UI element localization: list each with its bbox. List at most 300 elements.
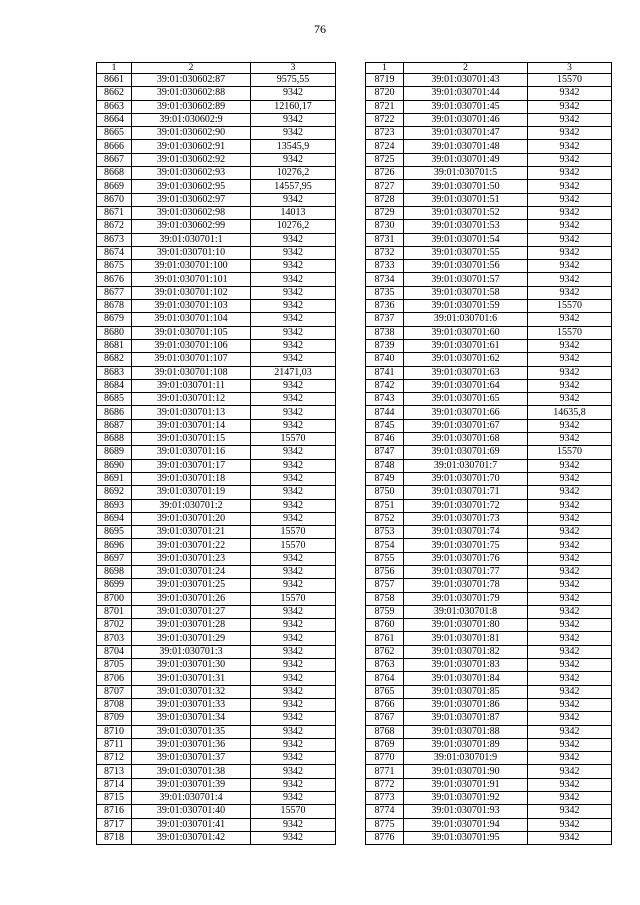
row-number-cell: 8690 [97, 459, 132, 472]
value-cell: 15570 [251, 805, 336, 818]
table-row [97, 379, 336, 392]
table-row [97, 300, 336, 313]
value-cell: 15570 [251, 433, 336, 446]
value-cell: 9342 [251, 792, 336, 805]
cadastral-number-cell: 39:01:030701:9 [404, 752, 528, 765]
table-row [97, 113, 336, 126]
cadastral-number-cell: 39:01:030701:36 [132, 738, 251, 751]
cadastral-number-cell: 39:01:030701:103 [132, 300, 251, 313]
row-number-cell: 8739 [366, 339, 404, 352]
table-row [366, 685, 612, 698]
table-row [97, 685, 336, 698]
cadastral-number-cell: 39:01:030701:106 [132, 339, 251, 352]
table-row [366, 419, 612, 432]
cadastral-number-cell: 39:01:030701:42 [132, 831, 251, 844]
table-row [366, 778, 612, 791]
cadastral-number-cell: 39:01:030701:47 [404, 127, 528, 140]
cadastral-number-cell: 39:01:030701:73 [404, 512, 528, 525]
value-cell: 15570 [528, 74, 612, 87]
table-row [97, 738, 336, 751]
table-row [97, 778, 336, 791]
value-cell: 9342 [251, 765, 336, 778]
row-number-cell: 8718 [97, 831, 132, 844]
table-row [366, 765, 612, 778]
row-number-cell: 8774 [366, 805, 404, 818]
value-cell: 9342 [528, 605, 612, 618]
value-cell: 9342 [528, 526, 612, 539]
table-header-row [366, 63, 612, 74]
row-number-cell: 8691 [97, 472, 132, 485]
row-number-cell: 8672 [97, 220, 132, 233]
value-cell: 9342 [528, 645, 612, 658]
value-cell: 9342 [528, 206, 612, 219]
cadastral-number-cell: 39:01:030701:67 [404, 419, 528, 432]
value-cell: 9342 [251, 725, 336, 738]
table-row [97, 313, 336, 326]
row-number-cell: 8682 [97, 353, 132, 366]
table-row [366, 592, 612, 605]
value-cell: 9342 [251, 685, 336, 698]
table-header-row [97, 63, 336, 74]
value-cell: 9342 [528, 579, 612, 592]
cadastral-number-cell: 39:01:030701:51 [404, 193, 528, 206]
row-number-cell: 8670 [97, 193, 132, 206]
row-number-cell: 8727 [366, 180, 404, 193]
cadastral-number-cell: 39:01:030701:74 [404, 526, 528, 539]
row-number-cell: 8687 [97, 419, 132, 432]
row-number-cell: 8734 [366, 273, 404, 286]
right-table [365, 62, 612, 845]
value-cell: 9342 [528, 220, 612, 233]
value-cell: 9342 [528, 619, 612, 632]
table-row [366, 100, 612, 113]
row-number-cell: 8758 [366, 592, 404, 605]
table-row [97, 326, 336, 339]
cadastral-number-cell: 39:01:030701:1 [132, 233, 251, 246]
row-number-cell: 8661 [97, 74, 132, 87]
value-cell: 9342 [251, 393, 336, 406]
value-cell: 9342 [528, 260, 612, 273]
cadastral-number-cell: 39:01:030701:38 [132, 765, 251, 778]
row-number-cell: 8735 [366, 286, 404, 299]
row-number-cell: 8737 [366, 313, 404, 326]
cadastral-number-cell: 39:01:030602:95 [132, 180, 251, 193]
row-number-cell: 8706 [97, 672, 132, 685]
table-row [97, 579, 336, 592]
table-row [366, 300, 612, 313]
row-number-cell: 8678 [97, 300, 132, 313]
row-number-cell: 8755 [366, 552, 404, 565]
table-row [97, 792, 336, 805]
cadastral-number-cell: 39:01:030602:97 [132, 193, 251, 206]
value-cell: 15570 [251, 526, 336, 539]
cadastral-number-cell: 39:01:030701:104 [132, 313, 251, 326]
table-row [97, 74, 336, 87]
cadastral-number-cell: 39:01:030701:69 [404, 446, 528, 459]
table-row [97, 193, 336, 206]
table-row [366, 712, 612, 725]
cadastral-number-cell: 39:01:030701:40 [132, 805, 251, 818]
cadastral-number-cell: 39:01:030701:85 [404, 685, 528, 698]
value-cell: 15570 [528, 326, 612, 339]
cadastral-number-cell: 39:01:030701:54 [404, 233, 528, 246]
value-cell: 9342 [251, 632, 336, 645]
cadastral-number-cell: 39:01:030701:55 [404, 246, 528, 259]
value-cell: 9342 [251, 419, 336, 432]
value-cell: 14635,8 [528, 406, 612, 419]
value-cell: 12160,17 [251, 100, 336, 113]
table-row [97, 565, 336, 578]
column-header: 3 [251, 63, 336, 74]
value-cell: 10276,2 [251, 220, 336, 233]
table-row [97, 592, 336, 605]
cadastral-number-cell: 39:01:030701:78 [404, 579, 528, 592]
value-cell: 9342 [251, 712, 336, 725]
cadastral-number-cell: 39:01:030701:93 [404, 805, 528, 818]
table-row [97, 539, 336, 552]
table-row [97, 805, 336, 818]
cadastral-number-cell: 39:01:030701:32 [132, 685, 251, 698]
value-cell: 9342 [251, 406, 336, 419]
row-number-cell: 8748 [366, 459, 404, 472]
row-number-cell: 8723 [366, 127, 404, 140]
value-cell: 9342 [251, 273, 336, 286]
value-cell: 9342 [251, 353, 336, 366]
table-row [97, 472, 336, 485]
value-cell: 14013 [251, 206, 336, 219]
table-row [366, 499, 612, 512]
row-number-cell: 8699 [97, 579, 132, 592]
table-row [366, 233, 612, 246]
table-row [97, 752, 336, 765]
row-number-cell: 8698 [97, 565, 132, 578]
table-row [366, 339, 612, 352]
cadastral-number-cell: 39:01:030701:29 [132, 632, 251, 645]
row-number-cell: 8776 [366, 831, 404, 844]
table-row [97, 659, 336, 672]
column-header: 1 [97, 63, 132, 74]
table-row [366, 526, 612, 539]
table-row [366, 805, 612, 818]
table-row [97, 499, 336, 512]
cadastral-number-cell: 39:01:030701:39 [132, 778, 251, 791]
row-number-cell: 8740 [366, 353, 404, 366]
value-cell: 9342 [251, 818, 336, 831]
value-cell: 9342 [251, 672, 336, 685]
cadastral-number-cell: 39:01:030701:70 [404, 472, 528, 485]
table-row [97, 552, 336, 565]
row-number-cell: 8752 [366, 512, 404, 525]
value-cell: 13545,9 [251, 140, 336, 153]
value-cell: 9342 [528, 127, 612, 140]
row-number-cell: 8726 [366, 167, 404, 180]
row-number-cell: 8693 [97, 499, 132, 512]
left-table-body [97, 63, 336, 845]
cadastral-number-cell: 39:01:030701:81 [404, 632, 528, 645]
row-number-cell: 8764 [366, 672, 404, 685]
table-row [366, 738, 612, 751]
table-row [366, 486, 612, 499]
row-number-cell: 8731 [366, 233, 404, 246]
cadastral-number-cell: 39:01:030701:80 [404, 619, 528, 632]
value-cell: 9342 [251, 326, 336, 339]
table-row [366, 180, 612, 193]
table-row [97, 220, 336, 233]
cadastral-number-cell: 39:01:030701:28 [132, 619, 251, 632]
row-number-cell: 8746 [366, 433, 404, 446]
cadastral-number-cell: 39:01:030701:87 [404, 712, 528, 725]
cadastral-number-cell: 39:01:030701:86 [404, 698, 528, 711]
value-cell: 21471,03 [251, 366, 336, 379]
row-number-cell: 8705 [97, 659, 132, 672]
cadastral-number-cell: 39:01:030701:21 [132, 526, 251, 539]
value-cell: 10276,2 [251, 167, 336, 180]
table-row [97, 446, 336, 459]
table-row [97, 286, 336, 299]
row-number-cell: 8757 [366, 579, 404, 592]
row-number-cell: 8666 [97, 140, 132, 153]
table-row [366, 632, 612, 645]
table-row [97, 526, 336, 539]
value-cell: 9342 [528, 725, 612, 738]
table-row [97, 167, 336, 180]
value-cell: 9342 [251, 286, 336, 299]
value-cell: 9342 [528, 805, 612, 818]
value-cell: 9342 [528, 765, 612, 778]
value-cell: 9342 [251, 645, 336, 658]
cadastral-number-cell: 39:01:030701:34 [132, 712, 251, 725]
cadastral-number-cell: 39:01:030701:7 [404, 459, 528, 472]
table-row [97, 273, 336, 286]
value-cell: 9342 [528, 273, 612, 286]
row-number-cell: 8662 [97, 87, 132, 100]
row-number-cell: 8713 [97, 765, 132, 778]
row-number-cell: 8689 [97, 446, 132, 459]
value-cell: 9342 [251, 300, 336, 313]
row-number-cell: 8745 [366, 419, 404, 432]
row-number-cell: 8750 [366, 486, 404, 499]
table-row [97, 393, 336, 406]
value-cell: 9342 [528, 87, 612, 100]
cadastral-number-cell: 39:01:030701:11 [132, 379, 251, 392]
row-number-cell: 8688 [97, 433, 132, 446]
row-number-cell: 8730 [366, 220, 404, 233]
value-cell: 9342 [528, 712, 612, 725]
cadastral-number-cell: 39:01:030701:44 [404, 87, 528, 100]
row-number-cell: 8721 [366, 100, 404, 113]
cadastral-number-cell: 39:01:030602:93 [132, 167, 251, 180]
row-number-cell: 8749 [366, 472, 404, 485]
row-number-cell: 8669 [97, 180, 132, 193]
row-number-cell: 8677 [97, 286, 132, 299]
value-cell: 9342 [251, 499, 336, 512]
row-number-cell: 8770 [366, 752, 404, 765]
value-cell: 9342 [251, 379, 336, 392]
table-row [366, 246, 612, 259]
row-number-cell: 8696 [97, 539, 132, 552]
cadastral-number-cell: 39:01:030701:2 [132, 499, 251, 512]
cadastral-number-cell: 39:01:030602:89 [132, 100, 251, 113]
cadastral-number-cell: 39:01:030701:100 [132, 260, 251, 273]
cadastral-number-cell: 39:01:030701:102 [132, 286, 251, 299]
table-row [366, 818, 612, 831]
cadastral-number-cell: 39:01:030701:71 [404, 486, 528, 499]
row-number-cell: 8675 [97, 260, 132, 273]
cadastral-number-cell: 39:01:030701:16 [132, 446, 251, 459]
cadastral-number-cell: 39:01:030602:90 [132, 127, 251, 140]
value-cell: 9342 [528, 433, 612, 446]
value-cell: 9342 [251, 605, 336, 618]
cadastral-number-cell: 39:01:030701:91 [404, 778, 528, 791]
cadastral-number-cell: 39:01:030701:76 [404, 552, 528, 565]
table-row [366, 113, 612, 126]
cadastral-number-cell: 39:01:030701:43 [404, 74, 528, 87]
value-cell: 9342 [251, 446, 336, 459]
table-row [97, 645, 336, 658]
table-row [366, 393, 612, 406]
table-row [366, 472, 612, 485]
table-row [366, 605, 612, 618]
value-cell: 9342 [251, 512, 336, 525]
table-row [366, 659, 612, 672]
value-cell: 9342 [251, 127, 336, 140]
value-cell: 9342 [251, 698, 336, 711]
value-cell: 9342 [528, 193, 612, 206]
cadastral-number-cell: 39:01:030701:95 [404, 831, 528, 844]
value-cell: 15570 [251, 592, 336, 605]
value-cell: 9342 [528, 180, 612, 193]
table-row [97, 433, 336, 446]
table-row [97, 87, 336, 100]
value-cell: 9342 [251, 579, 336, 592]
cadastral-number-cell: 39:01:030701:88 [404, 725, 528, 738]
value-cell: 9342 [251, 260, 336, 273]
table-row [366, 672, 612, 685]
row-number-cell: 8697 [97, 552, 132, 565]
table-row [97, 366, 336, 379]
table-row [97, 619, 336, 632]
value-cell: 9342 [251, 233, 336, 246]
table-row [366, 792, 612, 805]
table-row [366, 725, 612, 738]
cadastral-number-cell: 39:01:030701:53 [404, 220, 528, 233]
value-cell: 9342 [251, 472, 336, 485]
cadastral-number-cell: 39:01:030701:107 [132, 353, 251, 366]
table-row [366, 831, 612, 844]
row-number-cell: 8692 [97, 486, 132, 499]
cadastral-number-cell: 39:01:030602:9 [132, 113, 251, 126]
cadastral-number-cell: 39:01:030701:24 [132, 565, 251, 578]
cadastral-number-cell: 39:01:030701:63 [404, 366, 528, 379]
table-row [366, 74, 612, 87]
cadastral-number-cell: 39:01:030701:20 [132, 512, 251, 525]
table-row [97, 180, 336, 193]
table-row [366, 153, 612, 166]
cadastral-number-cell: 39:01:030701:18 [132, 472, 251, 485]
table-row [97, 486, 336, 499]
row-number-cell: 8747 [366, 446, 404, 459]
table-row [97, 459, 336, 472]
cadastral-number-cell: 39:01:030602:91 [132, 140, 251, 153]
table-row [97, 725, 336, 738]
table-row [366, 140, 612, 153]
value-cell: 9575,55 [251, 74, 336, 87]
row-number-cell: 8716 [97, 805, 132, 818]
value-cell: 9342 [528, 552, 612, 565]
cadastral-number-cell: 39:01:030701:94 [404, 818, 528, 831]
cadastral-number-cell: 39:01:030701:48 [404, 140, 528, 153]
cadastral-number-cell: 39:01:030701:62 [404, 353, 528, 366]
cadastral-number-cell: 39:01:030701:57 [404, 273, 528, 286]
cadastral-number-cell: 39:01:030701:30 [132, 659, 251, 672]
cadastral-number-cell: 39:01:030602:99 [132, 220, 251, 233]
table-row [97, 206, 336, 219]
row-number-cell: 8694 [97, 512, 132, 525]
row-number-cell: 8668 [97, 167, 132, 180]
value-cell: 9342 [528, 419, 612, 432]
row-number-cell: 8742 [366, 379, 404, 392]
table-row [97, 672, 336, 685]
table-row [97, 698, 336, 711]
row-number-cell: 8717 [97, 818, 132, 831]
value-cell: 9342 [251, 552, 336, 565]
value-cell: 9342 [528, 366, 612, 379]
value-cell: 9342 [528, 565, 612, 578]
table-row [366, 645, 612, 658]
value-cell: 9342 [528, 592, 612, 605]
row-number-cell: 8765 [366, 685, 404, 698]
cadastral-number-cell: 39:01:030701:22 [132, 539, 251, 552]
row-number-cell: 8769 [366, 738, 404, 751]
value-cell: 9342 [528, 246, 612, 259]
row-number-cell: 8762 [366, 645, 404, 658]
cadastral-number-cell: 39:01:030701:68 [404, 433, 528, 446]
table-row [366, 206, 612, 219]
cadastral-number-cell: 39:01:030701:27 [132, 605, 251, 618]
value-cell: 9342 [528, 752, 612, 765]
row-number-cell: 8681 [97, 339, 132, 352]
row-number-cell: 8773 [366, 792, 404, 805]
row-number-cell: 8695 [97, 526, 132, 539]
table-row [366, 260, 612, 273]
table-row [97, 406, 336, 419]
value-cell: 9342 [251, 565, 336, 578]
table-row [97, 831, 336, 844]
table-row [97, 246, 336, 259]
table-row [97, 605, 336, 618]
row-number-cell: 8744 [366, 406, 404, 419]
value-cell: 9342 [528, 100, 612, 113]
table-row [366, 273, 612, 286]
table-row [366, 446, 612, 459]
column-header: 2 [404, 63, 528, 74]
row-number-cell: 8761 [366, 632, 404, 645]
row-number-cell: 8763 [366, 659, 404, 672]
row-number-cell: 8766 [366, 698, 404, 711]
row-number-cell: 8753 [366, 526, 404, 539]
value-cell: 9342 [528, 167, 612, 180]
row-number-cell: 8704 [97, 645, 132, 658]
table-row [366, 193, 612, 206]
left-table [96, 62, 336, 845]
row-number-cell: 8736 [366, 300, 404, 313]
value-cell: 9342 [528, 313, 612, 326]
row-number-cell: 8738 [366, 326, 404, 339]
value-cell: 9342 [528, 379, 612, 392]
row-number-cell: 8709 [97, 712, 132, 725]
cadastral-number-cell: 39:01:030701:72 [404, 499, 528, 512]
row-number-cell: 8671 [97, 206, 132, 219]
